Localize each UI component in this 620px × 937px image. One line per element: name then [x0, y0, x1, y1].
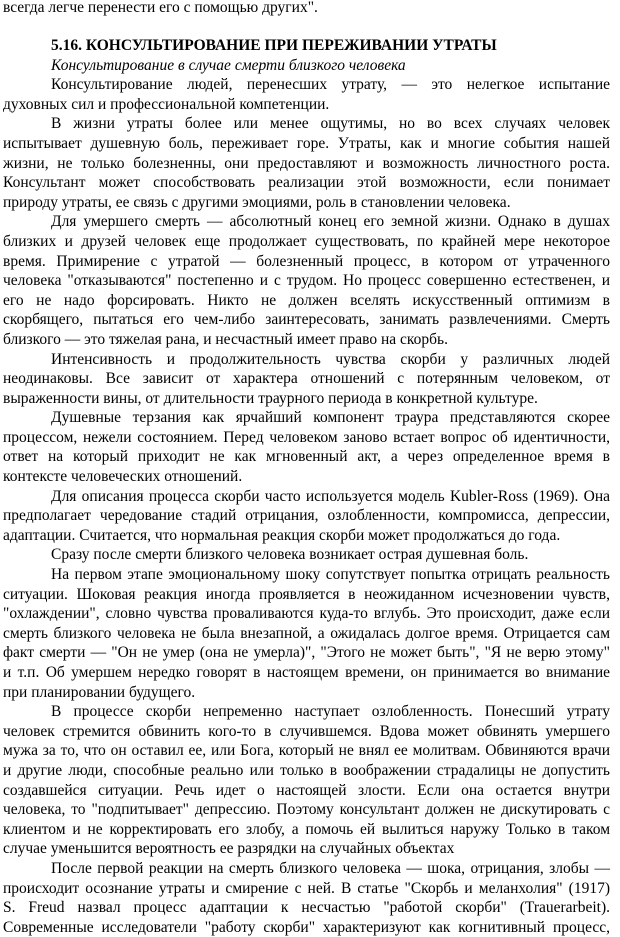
text-line: создавшейся ситуации. Речь идет о настоящей злости. Если она остается внутри	[3, 781, 610, 799]
text-line: адаптации. Считается, что нормальная реакция скорби может продолжаться до года.	[3, 526, 561, 544]
text-line: духовных сил и профессиональной компетенции.	[3, 95, 330, 113]
text-line: Сразу после смерти близкого человека возникает острая душевная боль.	[51, 546, 529, 564]
text-line: при планировании будущего.	[3, 683, 196, 701]
text-line: человек стремится обвинить кого-то в случившемся. Вдова может обвинять умершего	[3, 722, 610, 740]
text-line: человека "отказываются" постепенно и с трудом. Но процесс совершенно естественен, и	[3, 272, 610, 290]
text-line: случае уменьшится вероятность ее разрядки на случайных объектах	[3, 840, 455, 858]
text-line: Современные исследователи "работу скорби" характеризуют как когнитивный процесс,	[3, 918, 610, 936]
text-line: мужа за то, что он оставил ее, или Бога, который не внял ее молитвам. Обвиняются врачи	[3, 742, 610, 760]
text-line: факт смерти — "Он не умер (она не умерла)", "Этого не может быть", "Я не верю этому"	[3, 644, 610, 662]
text-line: время. Примирение с утратой — болезненный процесс, в котором от утраченного	[3, 252, 610, 270]
text-line: и т.п. Об умершем нередко говорят в настоящем времени, он принимается во внимание	[3, 664, 610, 681]
text-line: Для умершего смерть — абсолютный конец его земной жизни. Однако в душах	[51, 213, 610, 231]
text-line: клиентом и не корректировать его злобу, а помочь ей вылиться наружу Только в таком	[3, 820, 610, 838]
body-text	[3, 75, 613, 937]
text-line: его не надо форсировать. Никто не должен вселять искусственный оптимизм в	[3, 291, 610, 309]
text-line: жизни, не только болезненны, они предоставляют и возможность личностного роста.	[3, 154, 610, 172]
text-line: В жизни утраты более или менее ощутимы, но во всех случаях человек	[51, 115, 610, 133]
text-line: и другие люди, способные реально или только в воображении страдалицы не допустить	[3, 761, 610, 779]
text-line: На первом этапе эмоциональному шоку сопутствует попытка отрицать реальность	[51, 566, 610, 584]
text-line: скорбящего, пытаться его чем-либо заинтересовать, занимать развлечениями. Смерть	[3, 311, 610, 329]
text-line: смерть близкого человека не была внезапной, а ожидалась долгое время. Отрицается сам	[3, 624, 610, 642]
text-line: всегда легче перенести его с помощью других".	[3, 0, 318, 16]
text-line: "охлаждении", словно чувства проваливаются куда-то вглубь. Это происходит, даже если	[3, 605, 610, 623]
text-line: Консультирование людей, перенесших утрату, — это нелегкое испытание	[51, 76, 610, 94]
section-subheading: Консультирование в случае смерти близкого человека	[51, 56, 406, 74]
text-line: близких и друзей человек еще продолжает существовать, по крайней мере некоторое	[3, 232, 610, 250]
text-line: контексте человеческих отношений.	[3, 468, 243, 486]
text-line: Консультант может способствовать реализации этой возможности, если понимает	[3, 174, 610, 192]
text-line: человека, то "подпитывает" депрессию. Поэтому консультант должен не дискутировать с	[3, 801, 610, 819]
text-line: ситуации. Шоковая реакция иногда проявляется в неожиданном исчезновении чувств,	[3, 585, 610, 603]
text-line: близкого — это тяжелая рана, и несчастный имеет право на скорбь.	[3, 330, 449, 348]
text-line: Интенсивность и продолжительность чувства скорби у различных людей	[51, 350, 610, 368]
text-line: неодинаковы. Все зависит от характера отношений с потерянным человеком, от	[3, 370, 610, 388]
text-line: В процессе скорби непременно наступает озлобленность. Понесший утрату	[51, 703, 610, 721]
text-line: испытывает душевную боль, переживает горе. Утраты, как и многие события нашей	[3, 134, 610, 152]
text-line: Для описания процесса скорби часто используется модель Kubler-Ross (1969). Она	[51, 487, 610, 505]
text-line: природу утраты, ее связь с другими эмоциями, роль в становлении человека.	[3, 193, 511, 211]
text-line: Душевные терзания как ярчайший компонент траура представляются скорее	[51, 409, 610, 427]
text-line: происходит осознание утраты и смирение с ней. В статье "Скорбь и меланхолия" (1917)	[3, 879, 610, 897]
text-line: предполагает чередование стадий отрицания, озлобленности, компромисса, депрессии,	[3, 507, 610, 525]
text-line: ответ на который приходит не как мгновенный акт, а через определенное время в	[3, 448, 610, 466]
text-line: S. Freud назвал процесс адаптации к несчастью "работой скорби" (Trauerarbeit).	[3, 899, 610, 917]
text-line: процессом, нежели состоянием. Перед человеком заново встает вопрос об идентичности,	[3, 428, 610, 446]
text-line: После первой реакции на смерть близкого человека — шока, отрицания, злобы —	[51, 859, 610, 877]
section-heading: 5.16. КОНСУЛЬТИРОВАНИЕ ПРИ ПЕРЕЖИВАНИИ УТРАТЫ	[51, 36, 497, 54]
text-line: выраженности вины, от длительности траурного периода в конкретной культуре.	[3, 389, 538, 407]
